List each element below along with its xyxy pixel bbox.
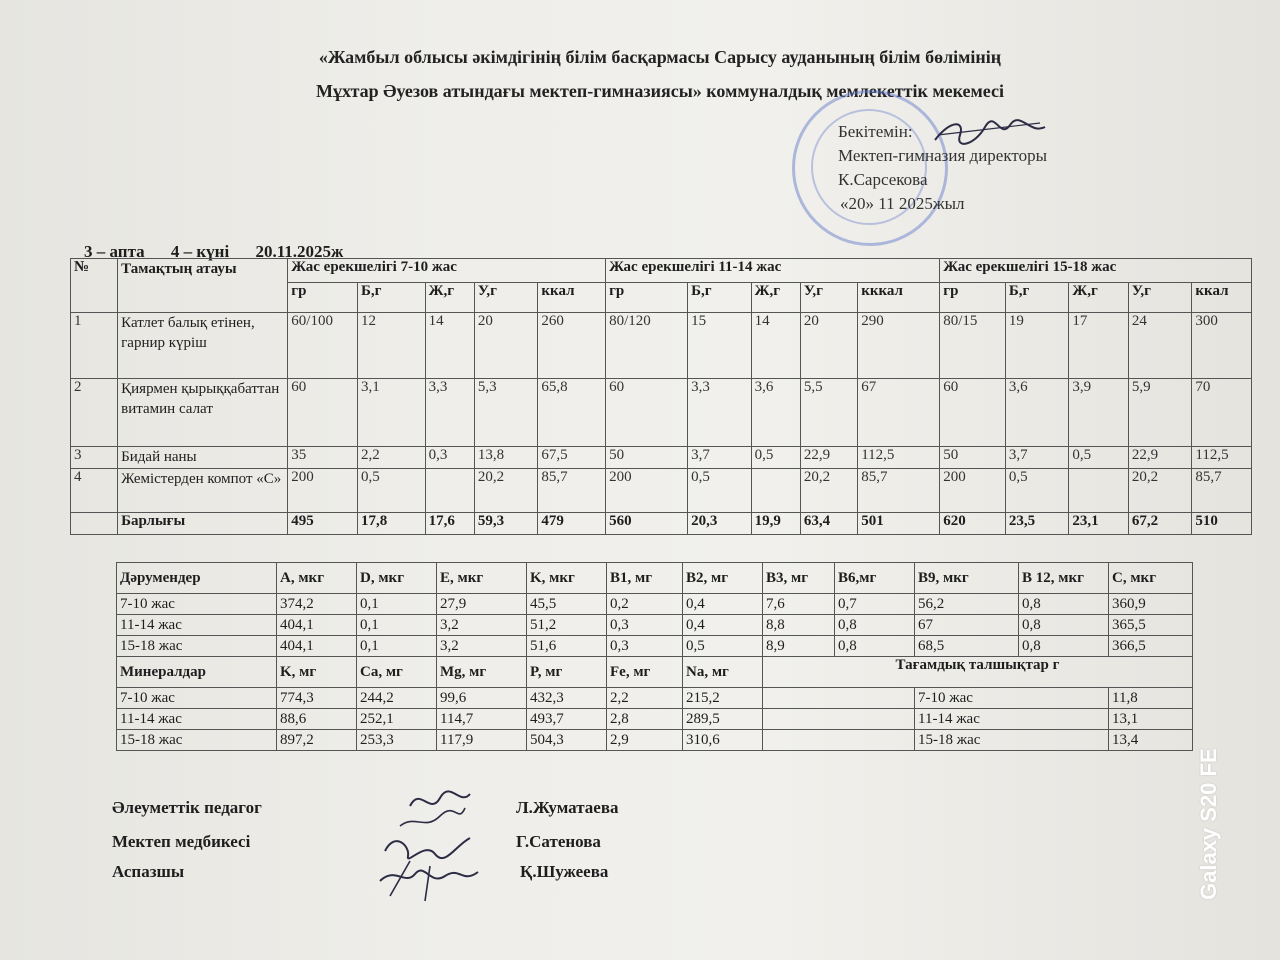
total-cell: 23,5 <box>1005 513 1069 535</box>
vitamin-header: Дәрумендер <box>117 563 277 594</box>
total-cell: 479 <box>538 513 606 535</box>
vitamin-cell: 27,9 <box>437 594 527 615</box>
mineral-cell: 244,2 <box>357 688 437 709</box>
nutrient-cell: 3,7 <box>688 447 752 469</box>
nutrient-cell: 85,7 <box>1192 469 1252 513</box>
total-cell: 560 <box>606 513 688 535</box>
nutrient-cell: 0,5 <box>688 469 752 513</box>
nutrient-cell: 14 <box>751 313 800 379</box>
nutrient-cell: 70 <box>1192 379 1252 447</box>
menu-row <box>71 447 1252 469</box>
nutrient-cell: 60 <box>940 379 1006 447</box>
vitamin-cell: 366,5 <box>1109 636 1193 657</box>
blank-cell <box>763 730 915 751</box>
vitamin-cell: 0,7 <box>835 594 915 615</box>
signer-role: Аспазшы <box>112 862 185 881</box>
nutrient-cell: 13,8 <box>474 447 538 469</box>
fiber-header: Тағамдық талшықтар г <box>763 657 1193 688</box>
age-group-header: Жас ерекшелігі 7-10 жас <box>288 259 606 283</box>
nutrient-cell: 0,3 <box>425 447 474 469</box>
subcol-header: кккал <box>858 283 940 313</box>
vitamin-cell: 0,1 <box>357 636 437 657</box>
nutrient-cell: 19 <box>1005 313 1069 379</box>
handwritten-signatures <box>370 786 490 926</box>
nutrient-cell: 65,8 <box>538 379 606 447</box>
approval-label: Бекітемін: <box>838 122 913 141</box>
nutrient-cell: 22,9 <box>1128 447 1192 469</box>
subcol-header: Б,г <box>688 283 752 313</box>
vitamin-cell: 0,8 <box>1019 636 1109 657</box>
total-cell: 67,2 <box>1128 513 1192 535</box>
nutrient-cell: 200 <box>288 469 358 513</box>
header-line-2: Мұхтар Әуезов атындағы мектеп-гимназиясы» коммуналдық мемлекеттік мекемесі <box>316 81 1004 101</box>
vitamin-cell: 0,5 <box>683 636 763 657</box>
nutrient-cell: 67,5 <box>538 447 606 469</box>
nutrient-cell: 5,9 <box>1128 379 1192 447</box>
age-group-header: Жас ерекшелігі 11-14 жас <box>606 259 940 283</box>
mineral-cell: 252,1 <box>357 709 437 730</box>
vitamin-header: B2, мг <box>683 563 763 594</box>
vitamin-cell: 67 <box>915 615 1019 636</box>
week-label: 3 – апта <box>84 242 145 261</box>
vitamin-cell: 3,2 <box>437 615 527 636</box>
mineral-cell: 493,7 <box>527 709 607 730</box>
nutrient-cell: 14 <box>425 313 474 379</box>
vitamin-header: K, мкг <box>527 563 607 594</box>
mineral-cell: 253,3 <box>357 730 437 751</box>
blank-cell <box>763 709 915 730</box>
mineral-cell: 117,9 <box>437 730 527 751</box>
col-dish: Тамақтың атауы <box>118 259 288 313</box>
vitamin-row <box>117 594 1193 615</box>
watermark-text: Galaxy S20 FE <box>1196 748 1221 900</box>
nutrient-cell <box>1069 469 1128 513</box>
subcol-header: Б,г <box>358 283 426 313</box>
vitamin-cell: 360,9 <box>1109 594 1193 615</box>
mineral-header: Mg, мг <box>437 657 527 688</box>
vitamin-header: B1, мг <box>607 563 683 594</box>
dish-name: Катлет балық етінен, гарнир күріш <box>118 313 288 379</box>
nutrient-cell: 20,2 <box>1128 469 1192 513</box>
fiber-age: 15-18 жас <box>915 730 1109 751</box>
subcol-header: Б,г <box>1005 283 1069 313</box>
row-number: 3 <box>71 447 118 469</box>
nutrient-cell: 112,5 <box>858 447 940 469</box>
subcol-header: ккал <box>1192 283 1252 313</box>
nutrient-cell: 3,6 <box>751 379 800 447</box>
nutrient-cell: 0,5 <box>751 447 800 469</box>
vitamin-cell: 0,1 <box>357 594 437 615</box>
total-row <box>71 513 1252 535</box>
fiber-value: 13,1 <box>1109 709 1193 730</box>
total-cell: 63,4 <box>800 513 857 535</box>
vitamin-header: B6,мг <box>835 563 915 594</box>
camera-watermark <box>1196 720 1226 900</box>
nutrient-cell: 0,5 <box>358 469 426 513</box>
mineral-row <box>117 730 1193 751</box>
vitamin-cell: 3,2 <box>437 636 527 657</box>
nutrient-cell: 60/100 <box>288 313 358 379</box>
vitamin-header: E, мкг <box>437 563 527 594</box>
vitamin-cell: 0,8 <box>835 615 915 636</box>
mineral-cell: 2,9 <box>607 730 683 751</box>
total-cell: 501 <box>858 513 940 535</box>
nutrient-cell: 2,2 <box>358 447 426 469</box>
nutrient-cell: 50 <box>606 447 688 469</box>
total-cell: 17,8 <box>358 513 426 535</box>
nutrient-cell: 12 <box>358 313 426 379</box>
subcol-header: Ж,г <box>751 283 800 313</box>
vitamin-cell: 8,8 <box>763 615 835 636</box>
mineral-cell: 114,7 <box>437 709 527 730</box>
nutrient-cell: 24 <box>1128 313 1192 379</box>
vitamin-cell: 45,5 <box>527 594 607 615</box>
vitamin-cell: 0,2 <box>607 594 683 615</box>
col-no: № <box>71 259 118 313</box>
vitamin-cell: 51,2 <box>527 615 607 636</box>
mineral-cell: 2,8 <box>607 709 683 730</box>
nutrient-cell: 260 <box>538 313 606 379</box>
vitamin-cell: 7-10 жас <box>117 594 277 615</box>
nutrient-cell: 3,6 <box>1005 379 1069 447</box>
mineral-cell: 15-18 жас <box>117 730 277 751</box>
vitamin-row <box>117 615 1193 636</box>
total-cell: 20,3 <box>688 513 752 535</box>
subcol-header: ккал <box>538 283 606 313</box>
nutrient-cell: 22,9 <box>800 447 857 469</box>
vitamin-cell: 56,2 <box>915 594 1019 615</box>
minerals-header-row <box>117 657 1193 688</box>
row-number: 2 <box>71 379 118 447</box>
mineral-cell: 7-10 жас <box>117 688 277 709</box>
nutrient-cell: 3,3 <box>688 379 752 447</box>
nutrient-cell: 0,5 <box>1005 469 1069 513</box>
vitamin-cell: 404,1 <box>277 615 357 636</box>
vitamin-cell: 365,5 <box>1109 615 1193 636</box>
nutrient-cell: 20 <box>474 313 538 379</box>
vitamin-header: А, мкг <box>277 563 357 594</box>
vitamin-cell: 0,8 <box>1019 615 1109 636</box>
mineral-row <box>117 688 1193 709</box>
mineral-header: Ca, мг <box>357 657 437 688</box>
mineral-row <box>117 709 1193 730</box>
nutrient-cell: 50 <box>940 447 1006 469</box>
signer-name: Қ.Шужеева <box>520 862 609 881</box>
vitamin-cell: 8,9 <box>763 636 835 657</box>
vitamin-header: B9, мкг <box>915 563 1019 594</box>
nutrient-cell: 20,2 <box>474 469 538 513</box>
vitamin-cell: 0,3 <box>607 636 683 657</box>
mineral-cell: 774,3 <box>277 688 357 709</box>
subcol-header: У,г <box>474 283 538 313</box>
vitamin-header: D, мкг <box>357 563 437 594</box>
mineral-cell: 504,3 <box>527 730 607 751</box>
nutrient-cell: 3,3 <box>425 379 474 447</box>
mineral-cell: 310,6 <box>683 730 763 751</box>
nutrient-cell <box>751 469 800 513</box>
age-group-header: Жас ерекшелігі 15-18 жас <box>940 259 1252 283</box>
nutrient-cell: 85,7 <box>858 469 940 513</box>
nutrient-cell: 200 <box>940 469 1006 513</box>
menu-row <box>71 313 1252 379</box>
dish-name: Жемістерден компот «С» <box>118 469 288 513</box>
dish-name: Қиярмен қырыққабаттан витамин салат <box>118 379 288 447</box>
total-cell: 59,3 <box>474 513 538 535</box>
total-cell: 620 <box>940 513 1006 535</box>
total-empty-cell <box>71 513 118 535</box>
vitamins-minerals-table <box>116 562 1193 751</box>
vitamin-cell: 0,4 <box>683 615 763 636</box>
vitamin-cell: 15-18 жас <box>117 636 277 657</box>
nutrient-cell: 85,7 <box>538 469 606 513</box>
vitamin-cell: 374,2 <box>277 594 357 615</box>
nutrient-cell: 3,7 <box>1005 447 1069 469</box>
signer-role: Мектеп медбикесі <box>112 832 251 851</box>
fiber-value: 11,8 <box>1109 688 1193 709</box>
vitamin-cell: 0,4 <box>683 594 763 615</box>
total-cell: 495 <box>288 513 358 535</box>
mineral-cell: 88,6 <box>277 709 357 730</box>
subcol-header: Ж,г <box>425 283 474 313</box>
mineral-cell: 99,6 <box>437 688 527 709</box>
subcol-header: Ж,г <box>1069 283 1128 313</box>
menu-row <box>71 379 1252 447</box>
director-title: Мектеп-гимназия директоры <box>838 146 1048 165</box>
mineral-header: K, мг <box>277 657 357 688</box>
mineral-header: Минералдар <box>117 657 277 688</box>
mineral-cell: 11-14 жас <box>117 709 277 730</box>
mineral-header: Fe, мг <box>607 657 683 688</box>
subcol-header: гр <box>288 283 358 313</box>
nutrient-cell: 3,9 <box>1069 379 1128 447</box>
mineral-cell: 289,5 <box>683 709 763 730</box>
day-label: 4 – күні <box>170 242 230 261</box>
nutrient-cell: 112,5 <box>1192 447 1252 469</box>
vitamin-header: C, мкг <box>1109 563 1193 594</box>
row-number: 1 <box>71 313 118 379</box>
total-cell: 19,9 <box>751 513 800 535</box>
signer-role: Әлеуметтік педагог <box>112 798 262 817</box>
nutrient-cell: 290 <box>858 313 940 379</box>
nutrient-cell: 0,5 <box>1069 447 1128 469</box>
mineral-cell: 432,3 <box>527 688 607 709</box>
nutrient-cell: 80/120 <box>606 313 688 379</box>
vitamin-cell: 0,8 <box>1019 594 1109 615</box>
mineral-header: Na, мг <box>683 657 763 688</box>
total-label: Барлығы <box>118 513 288 535</box>
total-cell: 17,6 <box>425 513 474 535</box>
dish-name: Бидай наны <box>118 447 288 469</box>
row-number: 4 <box>71 469 118 513</box>
vitamin-cell: 11-14 жас <box>117 615 277 636</box>
vitamin-row <box>117 636 1193 657</box>
nutrient-cell: 35 <box>288 447 358 469</box>
nutrient-cell: 5,3 <box>474 379 538 447</box>
menu-table <box>70 258 1252 535</box>
menu-date: 20.11.2025ж <box>255 242 344 261</box>
subcol-header: гр <box>940 283 1006 313</box>
vitamin-cell: 51,6 <box>527 636 607 657</box>
nutrient-cell: 20 <box>800 313 857 379</box>
nutrient-cell: 17 <box>1069 313 1128 379</box>
fiber-value: 13,4 <box>1109 730 1193 751</box>
vitamin-cell: 68,5 <box>915 636 1019 657</box>
nutrient-cell: 20,2 <box>800 469 857 513</box>
signer-name: Г.Сатенова <box>516 832 601 851</box>
mineral-cell: 897,2 <box>277 730 357 751</box>
nutrient-cell <box>425 469 474 513</box>
fiber-age: 11-14 жас <box>915 709 1109 730</box>
vitamin-header: B 12, мкг <box>1019 563 1109 594</box>
director-name: К.Сарсекова <box>838 170 928 189</box>
mineral-cell: 2,2 <box>607 688 683 709</box>
nutrient-cell: 80/15 <box>940 313 1006 379</box>
mineral-cell: 215,2 <box>683 688 763 709</box>
nutrient-cell: 15 <box>688 313 752 379</box>
nutrient-cell: 67 <box>858 379 940 447</box>
approval-date: «20» 11 2025жыл <box>840 194 965 213</box>
nutrient-cell: 60 <box>606 379 688 447</box>
vitamin-cell: 0,3 <box>607 615 683 636</box>
vitamins-header-row <box>117 563 1193 594</box>
fiber-age: 7-10 жас <box>915 688 1109 709</box>
header-line-1: «Жамбыл облысы әкімдігінің білім басқармасы Сарысу ауданының білім бөлімінің <box>318 47 1002 67</box>
vitamin-cell: 7,6 <box>763 594 835 615</box>
total-cell: 23,1 <box>1069 513 1128 535</box>
nutrient-cell: 300 <box>1192 313 1252 379</box>
vitamin-cell: 0,8 <box>835 636 915 657</box>
nutrient-cell: 200 <box>606 469 688 513</box>
vitamin-header: B3, мг <box>763 563 835 594</box>
vitamin-cell: 0,1 <box>357 615 437 636</box>
total-cell: 510 <box>1192 513 1252 535</box>
organization-header <box>150 40 1170 108</box>
mineral-header: P, мг <box>527 657 607 688</box>
vitamin-cell: 404,1 <box>277 636 357 657</box>
signer-name: Л.Жуматаева <box>516 798 619 817</box>
subcol-header: У,г <box>800 283 857 313</box>
nutrient-cell: 60 <box>288 379 358 447</box>
nutrient-cell: 5,5 <box>800 379 857 447</box>
menu-row <box>71 469 1252 513</box>
director-signature <box>930 115 1050 151</box>
subcol-header: У,г <box>1128 283 1192 313</box>
subcol-header: гр <box>606 283 688 313</box>
nutrient-cell: 3,1 <box>358 379 426 447</box>
blank-cell <box>763 688 915 709</box>
